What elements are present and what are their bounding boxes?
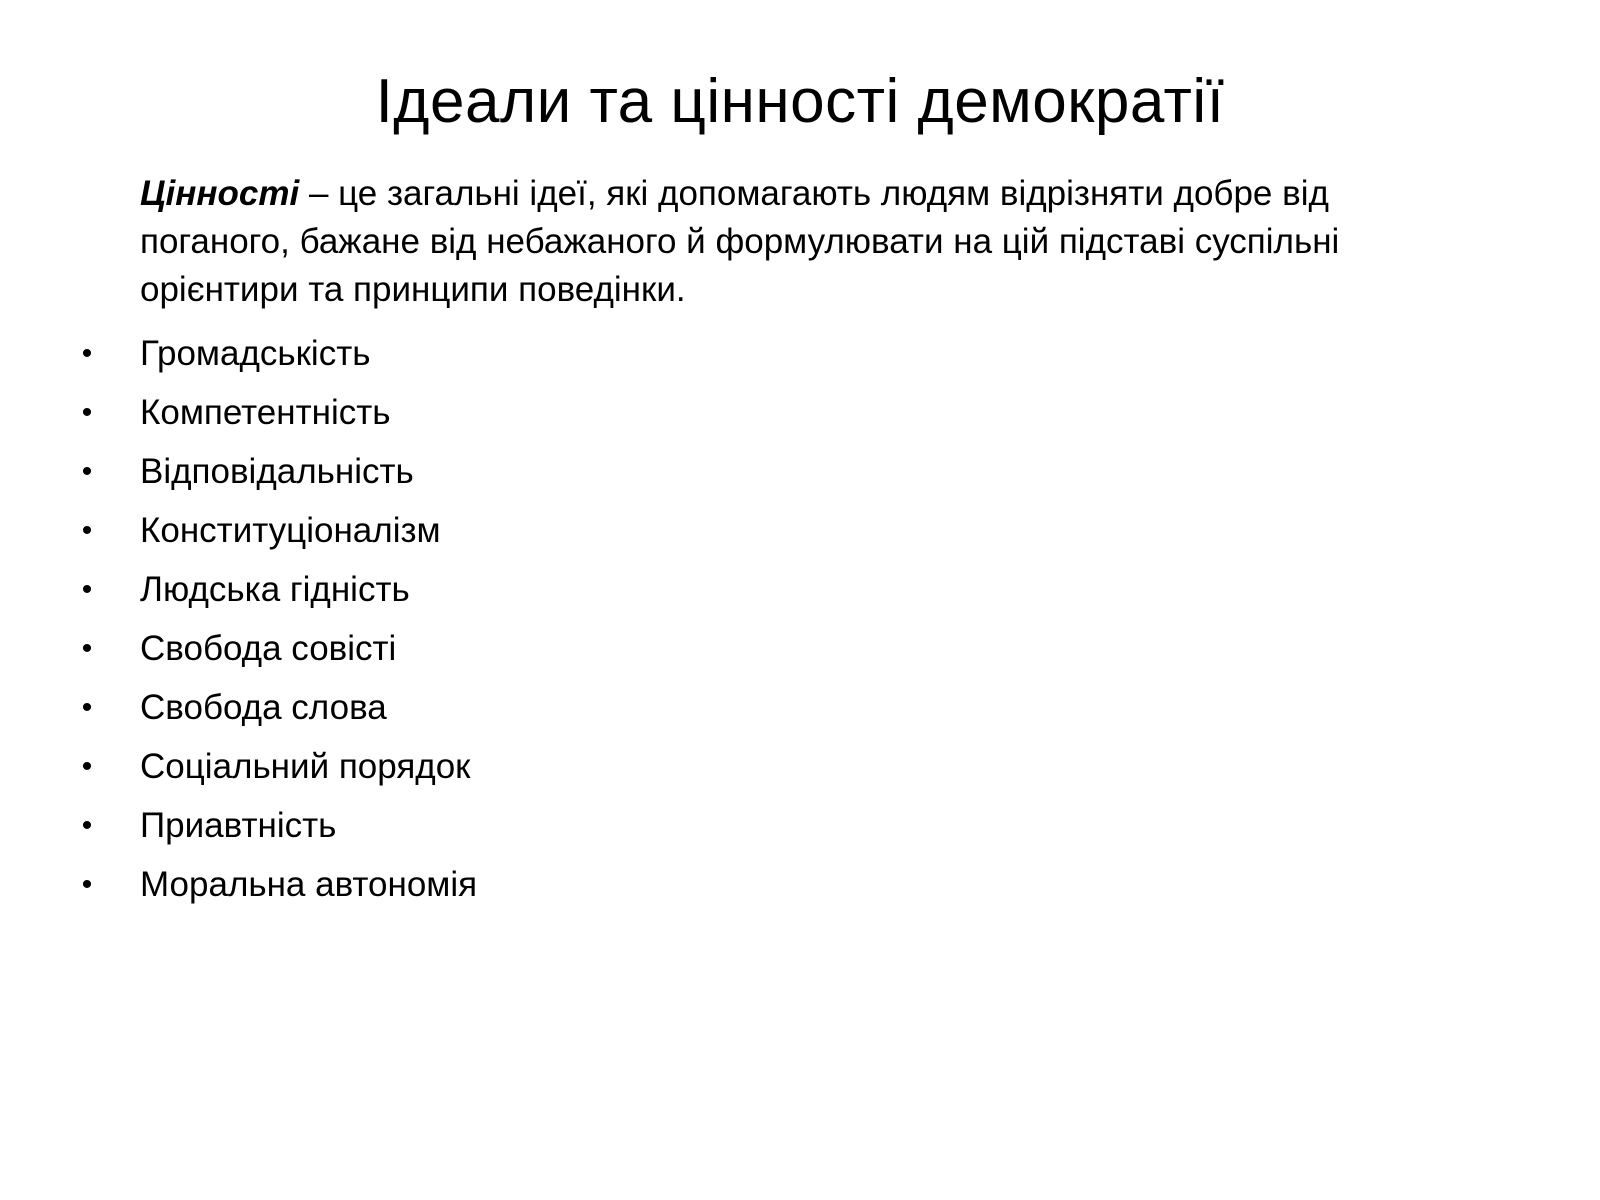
bullet-icon: • [81, 632, 93, 665]
bullet-icon: • [81, 455, 93, 488]
bullet-icon: • [81, 868, 93, 901]
bullet-icon: • [81, 809, 93, 842]
list-item-label: Свобода слова [140, 688, 387, 727]
list-item [0, 501, 1600, 560]
list-item-label: Відповідальність [140, 452, 414, 491]
list-item-label: Соціальний порядок [140, 747, 471, 786]
bullet-icon: • [81, 573, 93, 606]
list-item [0, 383, 1600, 442]
bullet-icon: • [81, 396, 93, 429]
bullet-icon: • [81, 750, 93, 783]
list-item [0, 737, 1600, 796]
list-item-label: Конституціоналізм [140, 511, 441, 550]
definition-paragraph [140, 170, 1480, 314]
list-item [0, 796, 1600, 855]
slide-title: Ідеали та цінності демократії [375, 67, 1225, 136]
definition-text: – це загальні ідеї, які допомагають людям відрізняти добре від поганого, бажане від небажаного й формулювати на цій підставі суспільні орієнтири та принципи поведінки. [140, 174, 1340, 309]
values-list [0, 324, 1600, 914]
list-item-label: Приавтність [140, 806, 337, 845]
list-item-label: Людська гідність [140, 570, 410, 609]
list-item [0, 855, 1600, 914]
list-item [0, 560, 1600, 619]
list-item [0, 678, 1600, 737]
list-item-label: Громадськість [140, 334, 371, 373]
list-item-label: Компетентність [140, 393, 391, 432]
definition-term: Цінності [140, 174, 300, 213]
list-item [0, 619, 1600, 678]
bullet-icon: • [81, 337, 93, 370]
list-item [0, 442, 1600, 501]
bullet-icon: • [81, 691, 93, 724]
bullet-icon: • [81, 514, 93, 547]
list-item-label: Свобода совісті [140, 629, 397, 668]
list-item-label: Моральна автономія [140, 865, 478, 904]
list-item [0, 324, 1600, 383]
